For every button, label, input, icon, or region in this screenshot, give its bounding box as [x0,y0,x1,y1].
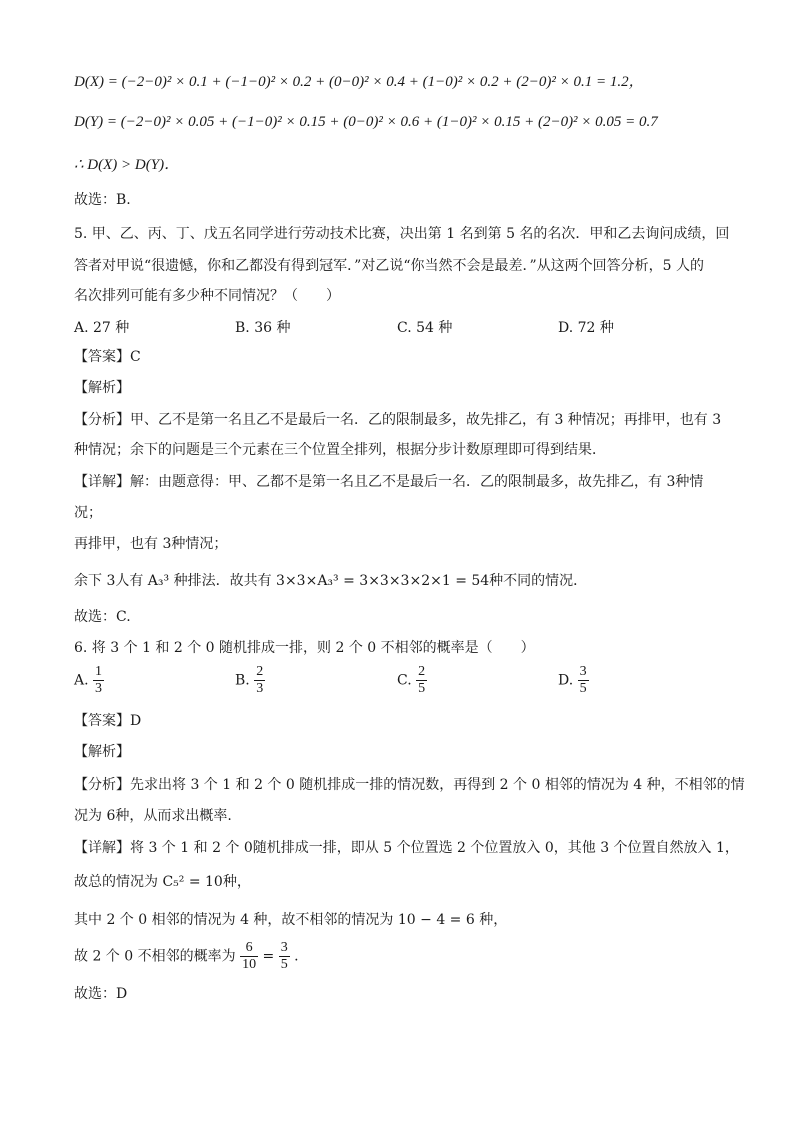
q5-stem-line2: 答者对甲说“很遗憾，你和乙都没有得到冠军．”对乙说“你当然不会是最差．”从这两个回答分析，5 人的 [74,258,704,274]
fraction: $\frac{6}{10}$ [242,940,257,972]
q6-answer: 【答案】D [74,713,142,729]
q5-detail-line2: 况； [74,505,102,521]
q6-detail-line1: 【详解】将 3 个 1 和 2 个 0随机排成一排，即从 5 个位置选 2 个位置放入 0，其他 3 个位置自然放入 1， [74,840,739,856]
fraction: $\frac{1}{3}$ [95,664,103,696]
q6-option-d: D. $\frac{3}{5}$ [558,664,587,696]
select-b: 故选：B. [74,192,131,208]
q5-option-a: A. 27 种 [74,320,130,336]
q5-analysis-line1: 【分析】甲、乙不是第一名且乙不是最后一名．乙的限制最多，故先排乙，有 3 种情况；再排甲，也有 3 [74,412,722,428]
therefore-statement: ∴ D(X) > D(Y)． [74,157,180,173]
q6-detail-line3: 其中 2 个 0 相邻的情况为 4 种，故不相邻的情况为 10 − 4 = 6 种， [74,912,508,928]
q6-option-c: C. $\frac{2}{5}$ [397,664,426,696]
q6-detail-line4: 故 2 个 0 不相邻的概率为 $\frac{6}{10}$ = $\frac{3}{5}$ . [74,940,299,972]
q6-jiexi-label: 【解析】 [74,744,130,760]
q5-jiexi-label: 【解析】 [74,380,130,396]
fraction: $\frac{3}{5}$ [579,664,587,696]
q5-analysis-line2: 种情况；余下的问题是三个元素在三个位置全排列，根据分步计数原理即可得到结果． [74,442,606,458]
q6-select: 故选：D [74,986,128,1002]
fraction: $\frac{2}{3}$ [256,664,264,696]
variance-x-formula: D(X) = (−2−0)² × 0.1 + (−1−0)² × 0.2 + (0−0)² × 0.4 + (1−0)² × 0.2 + (2−0)² × 0.1 = 1.2， [74,74,644,90]
q5-option-c: C. 54 种 [397,320,453,336]
q6-stem: 6. 将 3 个 1 和 2 个 0 随机排成一排，则 2 个 0 不相邻的概率是（ ） [74,640,535,656]
q6-analysis-line1: 【分析】先求出将 3 个 1 和 2 个 0 随机排成一排的情况数，再得到 2 个 0 相邻的情况为 4 种，不相邻的情 [74,777,745,793]
q5-detail-line3: 再排甲，也有 3种情况； [74,536,228,552]
q5-detail-line4: 余下 3人有 A₃³ 种排法．故共有 3×3×A₃³ = 3×3×3×2×1 = 54种不同的情况． [74,573,588,589]
q5-select: 故选：C. [74,609,131,625]
q6-analysis-line2: 况为 6种，从而求出概率. [74,808,232,824]
q5-option-d: D. 72 种 [558,320,614,336]
q5-stem-line1: 5. 甲、乙、丙、丁、戊五名同学进行劳动技术比赛，决出第 1 名到第 5 名的名次．甲和乙去询问成绩，回 [74,226,730,242]
q5-detail-line1: 【详解】解：由题意得：甲、乙都不是第一名且乙不是最后一名．乙的限制最多，故先排乙，有 3种情 [74,474,704,490]
variance-y-formula: D(Y) = (−2−0)² × 0.05 + (−1−0)² × 0.15 + (0−0)² × 0.6 + (1−0)² × 0.15 + (2−0)² × 0.05 = 0.7 [74,114,658,130]
q6-option-b: B. $\frac{2}{3}$ [235,664,264,696]
fraction: $\frac{2}{5}$ [418,664,426,696]
q5-stem-line3: 名次排列可能有多少种不同情况？（ ） [74,288,340,304]
fraction: $\frac{3}{5}$ [280,940,288,972]
q5-option-b: B. 36 种 [235,320,291,336]
q5-answer: 【答案】C [74,349,141,365]
q6-option-a: A. $\frac{1}{3}$ [74,664,103,696]
q6-detail-line2: 故总的情况为 C₅² = 10种， [74,874,251,890]
